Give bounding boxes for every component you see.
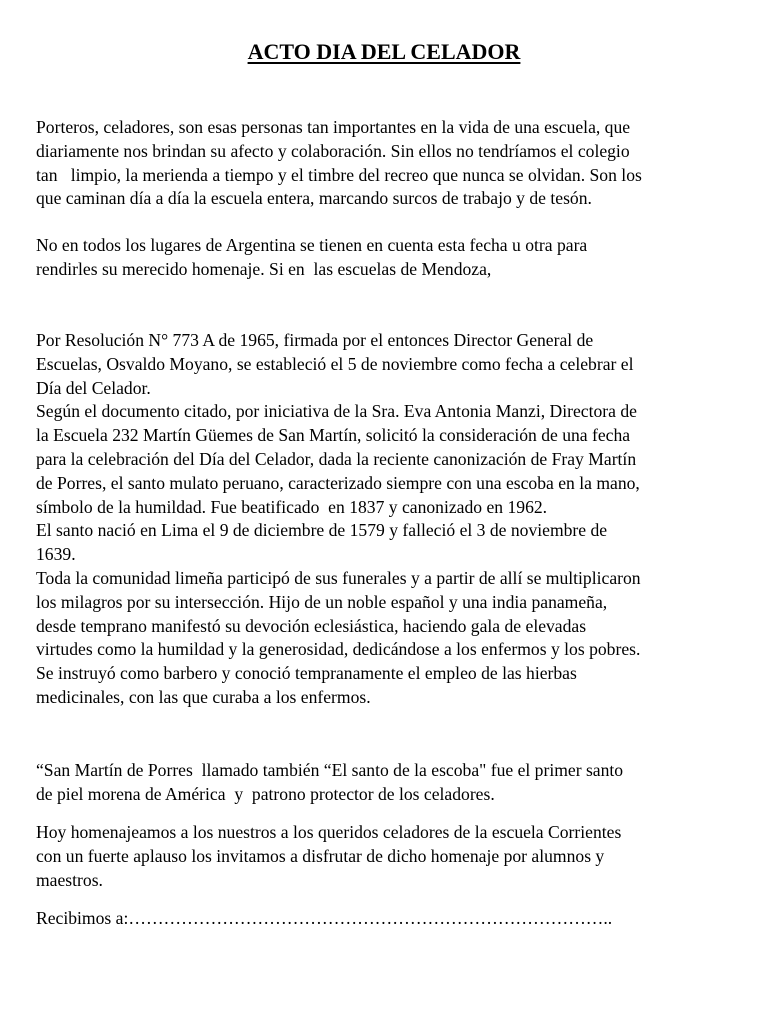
text-line: El santo nació en Lima el 9 de diciembre de 1579 y falleció el 3 de noviembre de — [36, 520, 608, 541]
text-line: los milagros por su intersección. Hijo de un noble español y una india panameña, — [36, 591, 608, 612]
paragraph-intro — [36, 116, 756, 211]
text-line: tan limpio, la merienda a tiempo y el timbre del recreo que nunca se olvidan. Son los — [36, 164, 642, 185]
text-line: No en todos los lugares de Argentina se tienen en cuenta esta fecha u otra para — [36, 235, 588, 255]
text-line: Recibimos a:……………………………………………………………………….. — [36, 908, 613, 928]
text-line: medicinales, con las que curaba a los enfermos. — [36, 686, 371, 707]
text-line: “San Martín de Porres llamado también “El santo de la escoba" fue el primer santo — [36, 760, 624, 780]
text-line: Escuelas, Osvaldo Moyano, se estableció el 5 de noviembre como fecha a celebrar el — [36, 353, 634, 374]
text-line: la Escuela 232 Martín Güemes de San Martín, solicitó la consideración de una fecha — [36, 425, 631, 446]
text-line: símbolo de la humildad. Fue beatificado en 1837 y canonizado en 1962. — [36, 496, 548, 517]
text-line: maestros. — [36, 869, 103, 890]
text-line: Porteros, celadores, son esas personas tan importantes en la vida de una escuela, que — [36, 117, 631, 137]
text-line: virtudes como la humildad y la generosidad, dedicándose a los enfermos y los pobres. — [36, 639, 641, 660]
document-title: ACTO DIA DEL CELADOR — [247, 39, 521, 64]
text-line: que caminan día a día la escuela entera, marcando surcos de trabajo y de tesón. — [36, 188, 592, 209]
text-line: rendirles su merecido homenaje. Si en las escuelas de Mendoza, — [36, 258, 492, 279]
text-line: 1639. — [36, 544, 76, 565]
text-line: Hoy homenajeamos a los nuestros a los queridos celadores de la escuela Corrientes — [36, 822, 622, 842]
text-line: Por Resolución N° 773 A de 1965, firmada por el entonces Director General de — [36, 330, 594, 350]
paragraph-history — [36, 329, 756, 710]
text-line: Según el documento citado, por iniciativa de la Sra. Eva Antonia Manzi, Directora de — [36, 401, 637, 422]
paragraph-quote — [36, 759, 756, 807]
text-line: Toda la comunidad limeña participó de sus funerales y a partir de allí se multiplicaron — [36, 567, 641, 588]
text-line: desde temprano manifestó su devoción eclesiástica, haciendo gala de elevadas — [36, 615, 587, 636]
text-line: diariamente nos brindan su afecto y colaboración. Sin ellos no tendríamos el colegio — [36, 140, 630, 161]
text-line: para la celebración del Día del Celador, dada la reciente canonización de Fray Martín — [36, 448, 637, 469]
paragraph-reception — [36, 907, 756, 931]
text-line: Día del Celador. — [36, 377, 151, 398]
text-line: de Porres, el santo mulato peruano, caracterizado siempre con una escoba en la mano, — [36, 472, 640, 493]
text-line: con un fuerte aplauso los invitamos a disfrutar de dicho homenaje por alumnos y — [36, 845, 605, 866]
paragraph-homage — [36, 821, 756, 892]
text-line: de piel morena de América y patrono protector de los celadores. — [36, 783, 495, 804]
paragraph-argentina — [36, 234, 756, 282]
text-line: Se instruyó como barbero y conoció tempranamente el empleo de las hierbas — [36, 663, 577, 684]
